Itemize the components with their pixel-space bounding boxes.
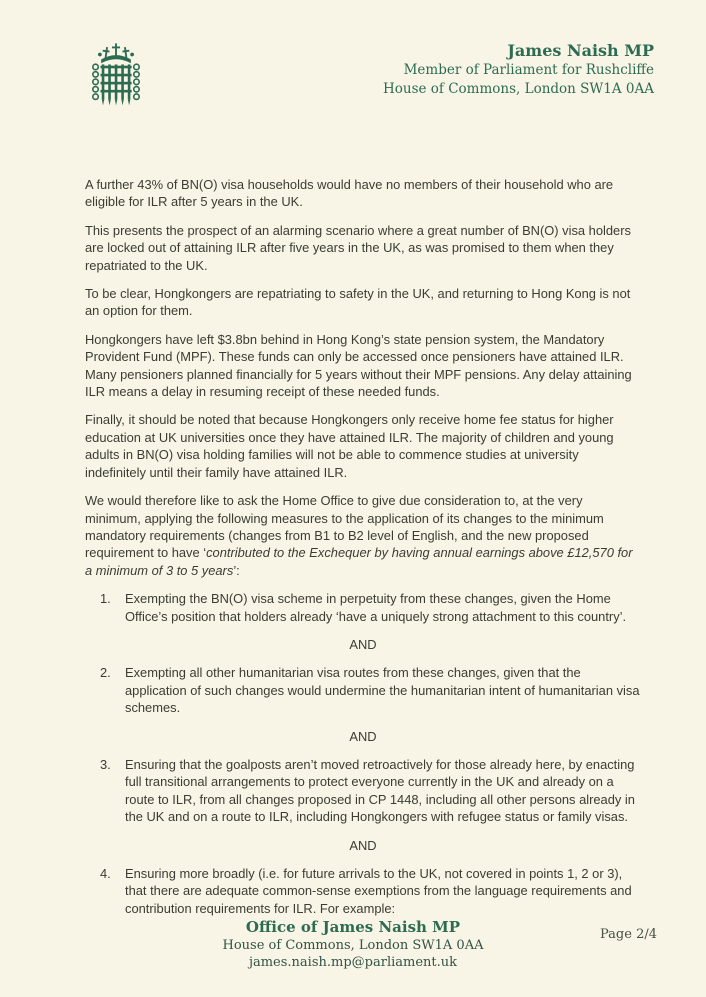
letterhead-contact [383, 41, 654, 113]
paragraph: This presents the prospect of an alarming scenario where a great number of BN(O) visa holders are locked out of attaining ILR after five years in the UK, as was promised to them when they repatriated to the UK. [85, 222, 631, 273]
request-intro-paragraph [85, 492, 641, 579]
list-number: 1. [100, 591, 111, 607]
paragraph: A further 43% of BN(O) visa households would have no members of their household who are eligible for ILR after 5 years in the UK. [85, 177, 614, 210]
list-text: Ensuring more broadly (i.e. for future arrivals to the UK, not covered in points 1, 2 or 3), that there are adequate common-sense exemptions from the language requirements and contribution requirements for ILR. For example: [125, 866, 632, 916]
list-number: 3. [100, 756, 111, 772]
page-number: Page 2/4 [600, 927, 657, 942]
list-number: 2. [100, 665, 111, 681]
and-separator: AND [349, 636, 377, 652]
footer-email: james.naish.mp@parliament.uk [248, 955, 458, 970]
list-text: Exempting all other humanitarian visa routes from these changes, given that the application of such changes would undermine the humanitarian intent of humanitarian visa schemes. [125, 665, 640, 716]
and-separator: AND [349, 728, 377, 744]
list-item-2 [85, 664, 641, 716]
list-item-4 [85, 865, 641, 917]
list-number: 4. [100, 866, 111, 881]
request-intro-after: ’: [233, 562, 240, 578]
mp-role: Member of Parliament for Rushcliffe [403, 62, 654, 78]
list-text: Exempting the BN(O) visa scheme in perpetuity from these changes, given the Home Office’s position that holders already ‘have a uniquely strong attachment to this country’. [125, 591, 627, 624]
list-item-3 [85, 756, 641, 826]
paragraph: To be clear, Hongkongers are repatriating to safety in the UK, and returning to Hong Kong is not an option for them. [85, 286, 631, 319]
portcullis-logo [85, 37, 147, 113]
letter-footer [0, 918, 706, 971]
footer-address: House of Commons, London SW1A 0AA [222, 938, 484, 953]
paragraph: Finally, it should be noted that because Hongkongers only receive home fee status for higher education at UK universities once they have attained ILR. The majority of children and young adults in BN(O) visa holding families will not be able to commence studies at university indefinitely until their family have attained ILR. [85, 412, 614, 480]
paragraph: Hongkongers have left $3.8bn behind in Hong Kong’s state pension system, the Mandatory Provident Fund (MPF). These funds can only be accessed once pensioners have attained ILR. Many pensioners planned financially for 5 years without their MPF pensions. Any delay attaining ILR means a delay in resuming receipt of these needed funds. [85, 331, 632, 400]
request-intro-text: We would therefore like to ask the Home Office to give due consideration to, at the very minimum, applying the following measures to the application of its changes to the minimum mandatory requirements (changes from B1 to B2 level of English, and the new proposed requirement to have ‘ [85, 493, 604, 561]
letter-body [85, 176, 641, 928]
mp-name: James Naish MP [507, 41, 654, 60]
footer-office: Office of James Naish MP [245, 918, 461, 936]
request-intro-quote: contributed to the Exchequer by having annual earnings above £12,570 for a minimum of 3 to 5 years [85, 545, 633, 578]
list-text: Ensuring that the goalposts aren’t moved retroactively for those already here, by enacting full transitional arrangements to protect everyone currently in the UK and already on a route to ILR, from all changes proposed in CP 1448, including all other persons already in the UK and on a route to ILR, including Hongkongers with refugee status or family visas. [125, 756, 635, 825]
list-item-1 [85, 590, 641, 625]
mp-address: House of Commons, London SW1A 0AA [383, 81, 654, 97]
letterhead [85, 33, 654, 113]
and-separator: AND [349, 837, 377, 853]
